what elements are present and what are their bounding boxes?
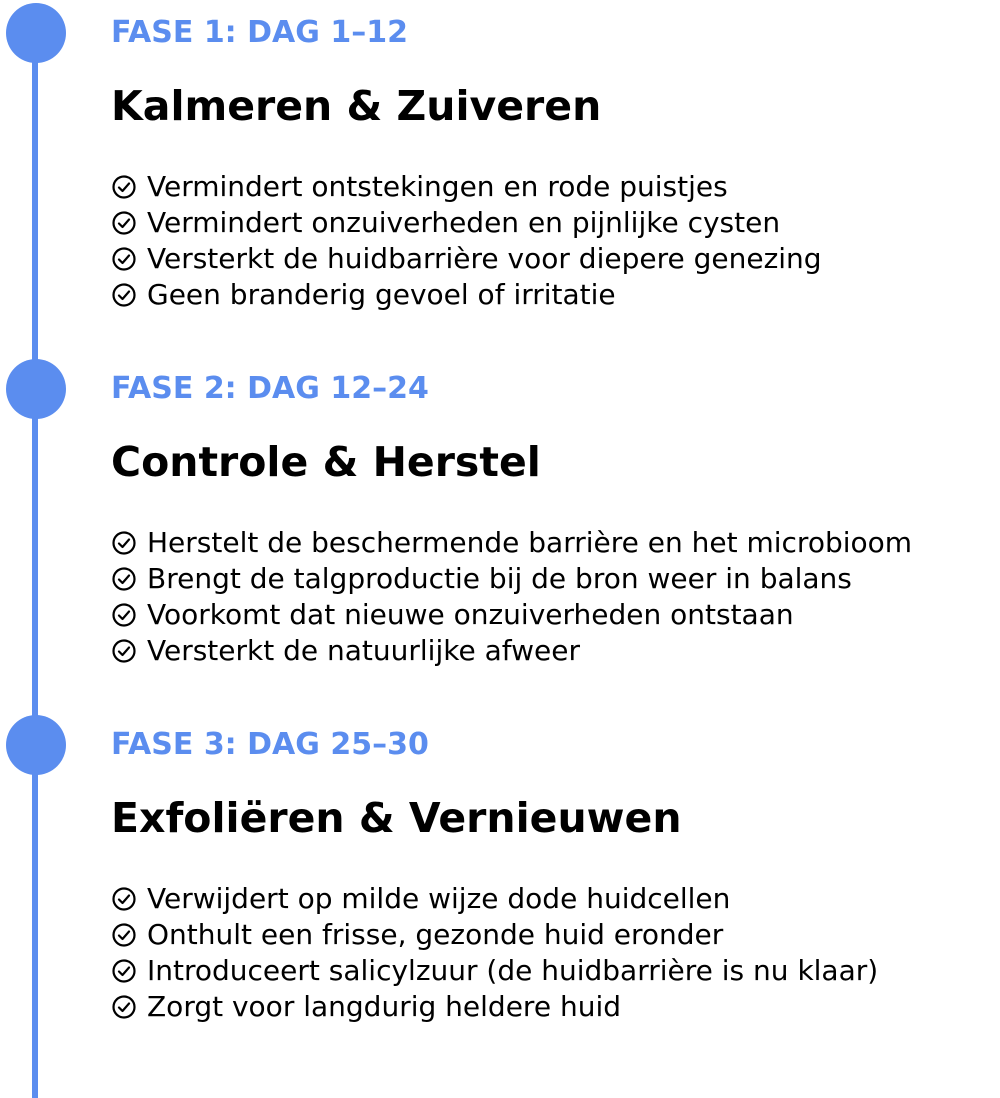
- benefit-text: Versterkt de natuurlijke afweer: [147, 634, 580, 667]
- benefit-text: Brengt de talgproductie bij de bron weer in balans: [147, 562, 852, 595]
- benefit-item: [111, 633, 912, 669]
- benefit-list: [111, 525, 912, 669]
- check-circle-icon: [111, 994, 137, 1020]
- timeline-dot-phase-2: [6, 359, 66, 419]
- check-circle-icon: [111, 174, 137, 200]
- benefit-item: [111, 953, 878, 989]
- benefit-item: [111, 881, 878, 917]
- benefit-item: [111, 277, 822, 313]
- check-circle-icon: [111, 246, 137, 272]
- phase-title: Exfoliëren & Vernieuwen: [111, 794, 682, 842]
- benefit-text: Herstelt de beschermende barrière en het microbioom: [147, 526, 913, 559]
- benefit-text: Verwijdert op milde wijze dode huidcellen: [147, 882, 731, 915]
- benefit-item: [111, 917, 878, 953]
- benefit-item: [111, 169, 822, 205]
- benefit-text: Versterkt de huidbarrière voor diepere genezing: [147, 242, 822, 275]
- benefit-item: [111, 205, 822, 241]
- timeline-dot-phase-3: [6, 715, 66, 775]
- benefit-item: [111, 561, 912, 597]
- timeline-dot-phase-1: [6, 3, 66, 63]
- benefit-text: Vermindert onzuiverheden en pijnlijke cysten: [147, 206, 781, 239]
- check-circle-icon: [111, 638, 137, 664]
- check-circle-icon: [111, 922, 137, 948]
- phase-label: FASE 3: DAG 25–30: [111, 727, 429, 762]
- benefit-item: [111, 525, 912, 561]
- check-circle-icon: [111, 958, 137, 984]
- benefit-text: Vermindert ontstekingen en rode puistjes: [147, 170, 728, 203]
- benefit-text: Voorkomt dat nieuwe onzuiverheden ontstaan: [147, 598, 794, 631]
- benefit-text: Introduceert salicylzuur (de huidbarrière is nu klaar): [147, 954, 879, 987]
- check-circle-icon: [111, 282, 137, 308]
- phase-title: Controle & Herstel: [111, 438, 541, 486]
- benefit-item: [111, 989, 878, 1025]
- benefit-text: Geen branderig gevoel of irritatie: [147, 278, 616, 311]
- benefit-text: Onthult een frisse, gezonde huid eronder: [147, 918, 724, 951]
- benefit-list: [111, 881, 878, 1025]
- check-circle-icon: [111, 210, 137, 236]
- phase-title: Kalmeren & Zuiveren: [111, 82, 602, 130]
- timeline-line: [32, 30, 38, 1098]
- phase-label: FASE 2: DAG 12–24: [111, 371, 429, 406]
- benefit-item: [111, 597, 912, 633]
- benefit-item: [111, 241, 822, 277]
- check-circle-icon: [111, 566, 137, 592]
- benefit-list: [111, 169, 822, 313]
- check-circle-icon: [111, 602, 137, 628]
- check-circle-icon: [111, 886, 137, 912]
- phase-label: FASE 1: DAG 1–12: [111, 15, 408, 50]
- benefit-text: Zorgt voor langdurig heldere huid: [147, 990, 621, 1023]
- check-circle-icon: [111, 530, 137, 556]
